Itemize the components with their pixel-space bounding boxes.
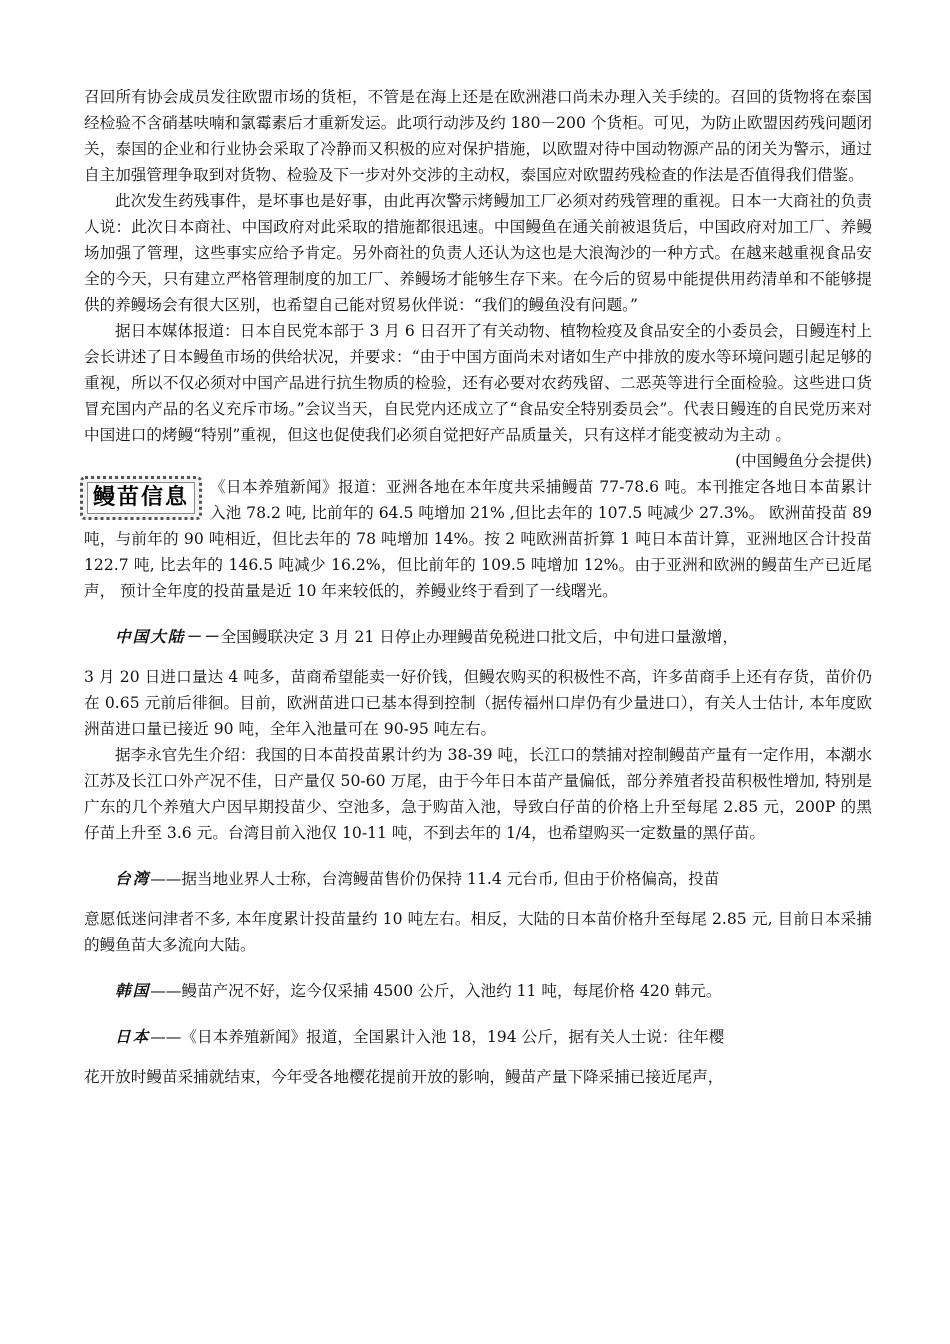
region-mainland — [84, 624, 872, 650]
intro-text: 《日本养殖新闻》报道：亚洲各地在本年度共采捕鳗苗 77-78.6 吨。本刊推定各地日本苗累计入池 78.2 吨, 比前年的 64.5 吨增加 21% ,但比去年的 107.5 吨减少 27.3%。 欧洲苗投苗 89 吨，与前年的 90 吨相近，但比去年的 78 吨增加 14%。按 2 吨欧洲苗折算 1 吨日本苗计算，亚洲地区合计投苗 122.7 吨, 比去年的 146.5 吨减少 16.2%，但比前年的 109.5 吨增加 12%。由于亚洲和欧洲的鳗苗生产已近尾声， 预计全年度的投苗量是近 10 年来较低的，养鳗业终于看到了一线曙光。 — [84, 478, 872, 600]
document-page — [84, 84, 872, 1090]
region-label-korea: 韩国 — [115, 982, 151, 1000]
paragraph-thailand-recall: 召回所有协会成员发往欧盟市场的货柜，不管是在海上还是在欧洲港口尚未办理入关手续的。召回的货物将在泰国经检验不含硝基呋喃和氯霉素后才重新发运。此项行动涉及约 180－200 个货柜。可见，为防止欧盟因药残问题闭关，泰国的企业和行业协会采取了冷静而又积极的应对保护措施，以欧盟对待中国动物源产品的闭关为警示，通过自主加强管理争取到对货物、检验及下一步对外交涉的主动权，泰国应对欧盟药残检查的作法是否值得我们借鉴。 — [84, 88, 872, 184]
region-taiwan-cont: 意愿低迷问津者不多, 本年度累计投苗量约 10 吨左右。相反，大陆的日本苗价格升至每尾 2.85 元, 目前日本采捕的鳗鱼苗大多流向大陆。 — [84, 910, 872, 954]
section-badge — [80, 476, 202, 520]
paragraph-drug-residue: 此次发生药残事件，是坏事也是好事，由此再次警示烤鳗加工厂必须对药残管理的重视。日本一大商社的负责人说：此次日本商社、中国政府对此采取的措施都很迅速。中国鳗鱼在通关前被退货后，中国政府对加工厂、养鳗场加强了管理，这些事实应给予肯定。另外商社的负责人还认为这也是大浪淘沙的一种方式。在越来越重视食品安全的今天，只有建立严格管理制度的加工厂、养鳗场才能够生存下来。在今后的贸易中能提供用药清单和不能够提供的养鳗场会有很大区别，也希望自己能对贸易伙伴说：“我们的鳗鱼没有问题。” — [84, 192, 872, 314]
region-japan — [84, 1024, 872, 1050]
region-label-taiwan: 台湾 — [115, 870, 151, 888]
paragraph-japan-media: 据日本媒体报道：日本自民党本部于 3 月 6 日召开了有关动物、植物检疫及食品安全的小委员会，日鳗连村上会长讲述了日本鳗鱼市场的供给状况，并要求：“由于中国方面尚未对诸如生产中排放的废水等环境问题引起足够的重视，所以不仅必须对中国产品进行抗生物质的检验，还有必要对农药残留、二恶英等进行全面检验。这些进口货冒充国内产品的名义充斥市场。”会议当天，自民党内还成立了“食品安全特别委员会”。代表日鳗连的自民党历来对中国进口的烤鳗“特别”重视，但这也促使我们必须自觉把好产品质量关，只有这样才能变被动为主动 。 — [84, 322, 872, 444]
region-korea — [84, 978, 872, 1004]
section-badge-title: 鳗苗信息 — [87, 482, 195, 514]
region-japan-cont: 花开放时鳗苗采捕就结束，今年受各地樱花提前开放的影响，鳗苗产量下降采捕已接近尾声， — [84, 1068, 724, 1086]
region-label-japan: 日本 — [115, 1028, 151, 1046]
paragraph-intro — [84, 474, 872, 604]
region-text-mainland: 全国鳗联决定 3 月 21 日停止办理鳗苗免税进口批文后，中旬进口量激增， — [220, 628, 738, 646]
paragraph-li-yongguan: 据李永官先生介绍：我国的日本苗投苗累计约为 38-39 吨，长江口的禁捕对控制鳗苗产量有一定作用，本潮水江苏及长江口外产况不佳，日产量仅 50-60 万尾，由于今年日本苗产量偏低，部分养殖者投苗积极性增加, 特别是广东的几个养殖大户因早期投苗少、空池多，急于购苗入池，导致白仔苗的价格上升至每尾 2.85 元，200P 的黑仔苗上升至 3.6 元。台湾目前入池仅 10-11 吨，不到去年的 1/4，也希望购买一定数量的黑仔苗。 — [84, 746, 872, 842]
region-text-taiwan: ——据当地业界人士称，台湾鳗苗售价仍保持 11.4 元台币, 但由于价格偏高，投苗 — [150, 870, 720, 888]
region-text-korea: ——鳗苗产况不好，迄今仅采捕 4500 公斤，入池约 11 吨，每尾价格 420 韩元。 — [150, 982, 722, 1000]
region-mainland-cont: 3 月 20 日进口量达 4 吨多，苗商希望能卖一好价钱，但鳗农购买的积极性不高，许多苗商手上还有存货，苗价仍在 0.65 元前后徘徊。目前，欧洲苗进口已基本得到控制（据传福州口岸仍有少量进口），有关人士估计, 本年度欧洲苗进口量已接近 90 吨，全年入池量可在 90-95 吨左右。 — [84, 668, 872, 738]
source-note: (中国鳗鱼分会提供) — [735, 452, 872, 470]
region-taiwan — [84, 866, 872, 892]
region-label-mainland: 中国大陆－－ — [115, 628, 221, 646]
region-text-japan: ——《日本养殖新闻》报道，全国累计入池 18，194 公斤，据有关人士说：往年樱 — [150, 1028, 725, 1046]
